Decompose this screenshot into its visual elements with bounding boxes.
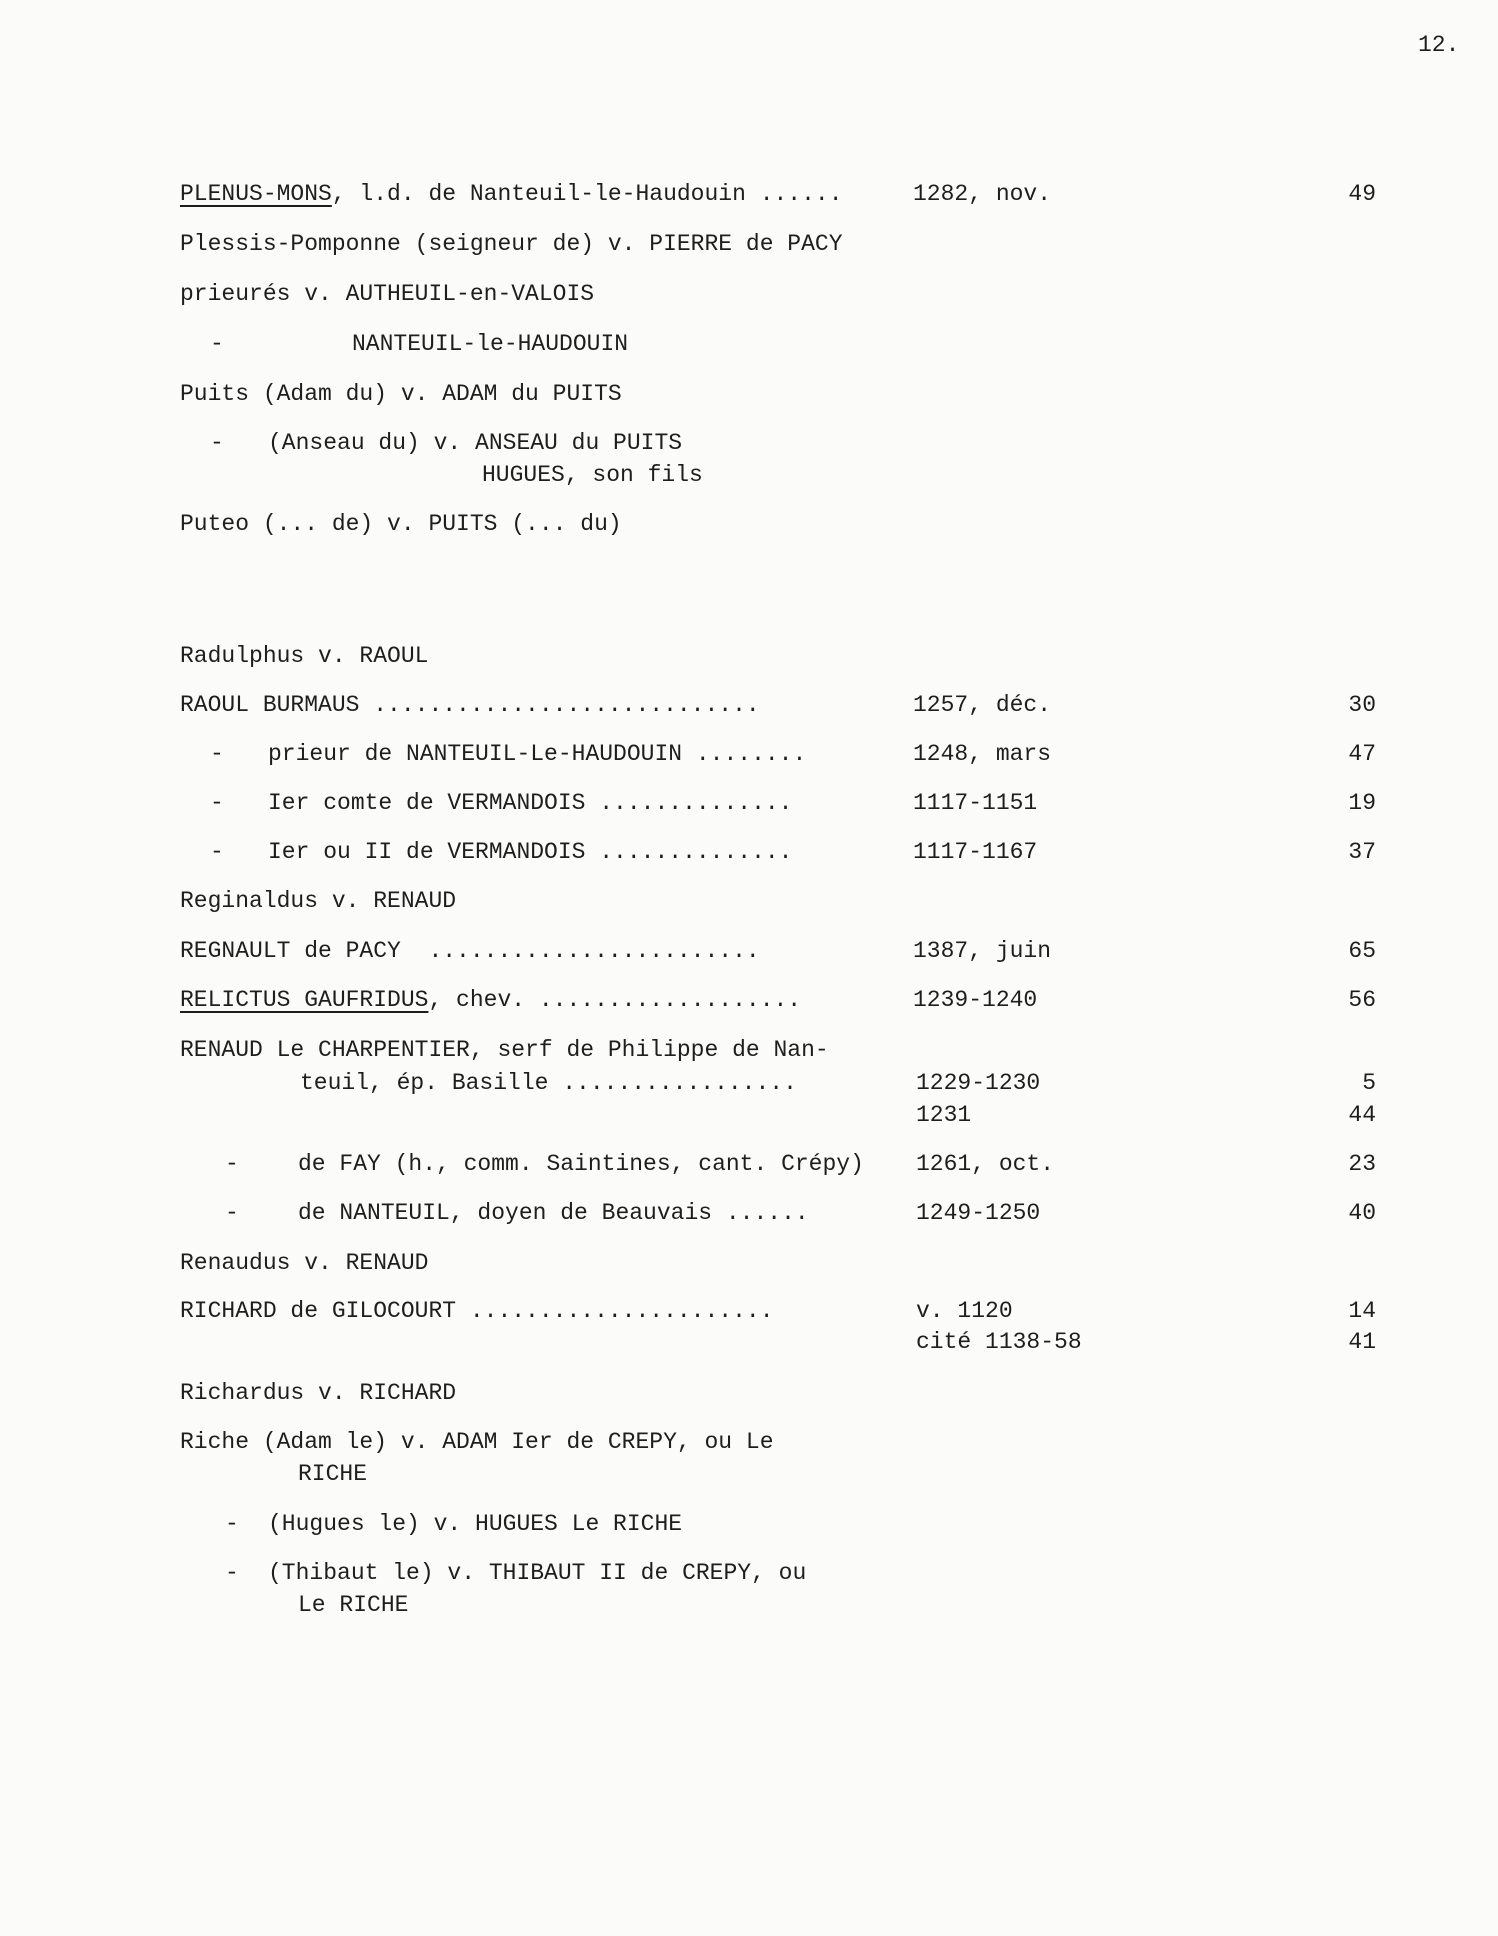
line-text: v. 1120 xyxy=(916,1298,1013,1324)
line-text: Le RICHE xyxy=(298,1592,409,1618)
underlined-term: RELICTUS GAUFRIDUS xyxy=(180,987,429,1013)
line-text: RICHARD de GILOCOURT ...................... xyxy=(180,1298,774,1324)
entry-date xyxy=(916,1153,1054,1176)
entry-subtext xyxy=(268,792,793,815)
line-text: 1117-1151 xyxy=(913,790,1038,816)
line-text: 1117-1167 xyxy=(913,839,1038,865)
entry-subtext xyxy=(268,743,806,766)
line-text: - xyxy=(225,1511,239,1537)
entry-date xyxy=(916,1331,1082,1354)
line-text: Plessis-Pomponne (seigneur de) v. PIERRE de PACY xyxy=(180,231,843,257)
line-text: - xyxy=(210,741,224,767)
line-text: - xyxy=(225,1200,239,1226)
entry-subtext xyxy=(300,1072,797,1095)
line-text: RICHE xyxy=(298,1461,368,1487)
entry-page xyxy=(1316,1331,1376,1354)
entry-date xyxy=(916,1072,1040,1095)
line-text: 1282, nov. xyxy=(913,181,1052,207)
entry-richardus xyxy=(180,1382,456,1405)
entry-riche xyxy=(180,1431,774,1454)
line-text: RENAUD Le CHARPENTIER, serf de Philippe de Nan- xyxy=(180,1037,829,1063)
line-text: 19 xyxy=(1348,790,1376,816)
entry-date xyxy=(913,694,1051,717)
line-text: NANTEUIL-le-HAUDOUIN xyxy=(352,331,629,357)
line-text: 1248, mars xyxy=(913,741,1052,767)
entry-subtext xyxy=(298,1153,864,1176)
entry-renaud xyxy=(180,1039,829,1062)
line-text: Richardus v. RICHARD xyxy=(180,1380,457,1406)
entry-prieures xyxy=(180,283,594,306)
line-text: (Thibaut le) v. THIBAUT II de CREPY, ou xyxy=(268,1560,807,1586)
entry-regnault xyxy=(180,940,760,963)
line-text: Reginaldus v. RENAUD xyxy=(180,888,457,914)
line-text: - xyxy=(210,430,224,456)
line-text: 5 xyxy=(1362,1070,1376,1096)
entry-page xyxy=(1316,743,1376,766)
line-text: 1239-1240 xyxy=(913,987,1038,1013)
entry-subtext xyxy=(268,841,793,864)
line-text: (Hugues le) v. HUGUES Le RICHE xyxy=(268,1511,683,1537)
entry-dash xyxy=(225,1513,239,1536)
line-text: (Anseau du) v. ANSEAU du PUITS xyxy=(268,430,683,456)
line-text: Puits (Adam du) v. ADAM du PUITS xyxy=(180,381,622,407)
entry-dash xyxy=(225,1153,239,1176)
entry-page xyxy=(1316,1202,1376,1225)
line-text: - xyxy=(225,1151,239,1177)
entry-page xyxy=(1316,940,1376,963)
line-text: , l.d. de Nanteuil-le-Haudouin ...... xyxy=(331,181,843,207)
entry-subtext xyxy=(298,1594,408,1617)
line-text: 1229-1230 xyxy=(916,1070,1041,1096)
line-text: - xyxy=(210,790,224,816)
entry-plenus-mons xyxy=(180,183,843,206)
line-text: 30 xyxy=(1348,692,1376,718)
line-text: HUGUES, son fils xyxy=(482,462,703,488)
entry-date xyxy=(913,989,1037,1012)
line-text: Renaudus v. RENAUD xyxy=(180,1250,429,1276)
line-text: 23 xyxy=(1348,1151,1376,1177)
entry-page xyxy=(1316,841,1376,864)
page-number: 12. xyxy=(1418,32,1460,58)
line-text: de FAY (h., comm. Saintines, cant. Crépy) xyxy=(298,1151,864,1177)
line-text: Radulphus v. RAOUL xyxy=(180,643,429,669)
entry-radulphus xyxy=(180,645,428,668)
line-text: prieurés v. AUTHEUIL-en-VALOIS xyxy=(180,281,595,307)
line-text: cité 1138-58 xyxy=(916,1329,1082,1355)
entry-renaudus xyxy=(180,1252,428,1275)
entry-plessis xyxy=(180,233,843,256)
entry-page xyxy=(1316,1153,1376,1176)
line-text: de NANTEUIL, doyen de Beauvais ...... xyxy=(298,1200,809,1226)
line-text: 40 xyxy=(1348,1200,1376,1226)
entry-dash xyxy=(210,743,224,766)
entry-date xyxy=(913,940,1051,963)
line-text: teuil, ép. Basille ................. xyxy=(300,1070,797,1096)
line-text: 14 xyxy=(1348,1298,1376,1324)
line-text: RAOUL BURMAUS ............................ xyxy=(180,692,760,718)
line-text: Riche (Adam le) v. ADAM Ier de CREPY, ou Le xyxy=(180,1429,774,1455)
line-text: 44 xyxy=(1348,1102,1376,1128)
entry-puits xyxy=(180,383,622,406)
entry-dash xyxy=(225,1562,239,1585)
entry-dash xyxy=(210,432,224,455)
entry-richard xyxy=(180,1300,774,1323)
line-text: 65 xyxy=(1348,938,1376,964)
entry-dash xyxy=(210,333,224,356)
line-text: 1231 xyxy=(916,1102,972,1128)
entry-page xyxy=(1316,792,1376,815)
line-text: 37 xyxy=(1348,839,1376,865)
entry-date xyxy=(916,1202,1040,1225)
line-text: 41 xyxy=(1348,1329,1376,1355)
entry-relictus xyxy=(180,989,801,1012)
entry-dash xyxy=(225,1202,239,1225)
line-text: 1257, déc. xyxy=(913,692,1052,718)
line-text: 56 xyxy=(1348,987,1376,1013)
entry-date xyxy=(913,841,1037,864)
entry-page xyxy=(1316,1300,1376,1323)
line-text: REGNAULT de PACY ........................ xyxy=(180,938,760,964)
entry-puteo xyxy=(180,513,622,536)
entry-page xyxy=(1316,1072,1376,1095)
line-text: - xyxy=(210,839,224,865)
line-text: - xyxy=(210,331,224,357)
entry-page xyxy=(1316,694,1376,717)
line-text: 1387, juin xyxy=(913,938,1052,964)
line-text: , chev. ................... xyxy=(428,987,802,1013)
line-text: - xyxy=(225,1560,239,1586)
line-text: 1249-1250 xyxy=(916,1200,1041,1226)
entry-dash xyxy=(210,841,224,864)
entry-date xyxy=(913,792,1037,815)
entry-page xyxy=(1316,183,1376,206)
line-text: 47 xyxy=(1348,741,1376,767)
entry-subtext xyxy=(268,1562,806,1585)
entry-reginaldus xyxy=(180,890,456,913)
line-text: prieur de NANTEUIL-Le-HAUDOUIN ........ xyxy=(268,741,807,767)
line-text: Ier comte de VERMANDOIS .............. xyxy=(268,790,793,816)
entry-date xyxy=(916,1104,971,1127)
entry-subtext xyxy=(298,1202,809,1225)
entry-page xyxy=(1316,1104,1376,1127)
entry-subtext xyxy=(268,1513,682,1536)
entry-page xyxy=(1316,989,1376,1012)
line-text: Ier ou II de VERMANDOIS .............. xyxy=(268,839,793,865)
line-text: 49 xyxy=(1348,181,1376,207)
entry-subtext xyxy=(352,333,628,356)
underlined-term: PLENUS-MONS xyxy=(180,181,332,207)
line-text: 1261, oct. xyxy=(916,1151,1055,1177)
entry-subtext xyxy=(298,1463,367,1486)
line-text: Puteo (... de) v. PUITS (... du) xyxy=(180,511,622,537)
entry-date xyxy=(913,183,1051,206)
entry-subtext xyxy=(482,464,703,487)
entry-date xyxy=(913,743,1051,766)
entry-subtext xyxy=(268,432,682,455)
entry-raoul-burmaus xyxy=(180,694,760,717)
entry-dash xyxy=(210,792,224,815)
entry-date xyxy=(916,1300,1013,1323)
